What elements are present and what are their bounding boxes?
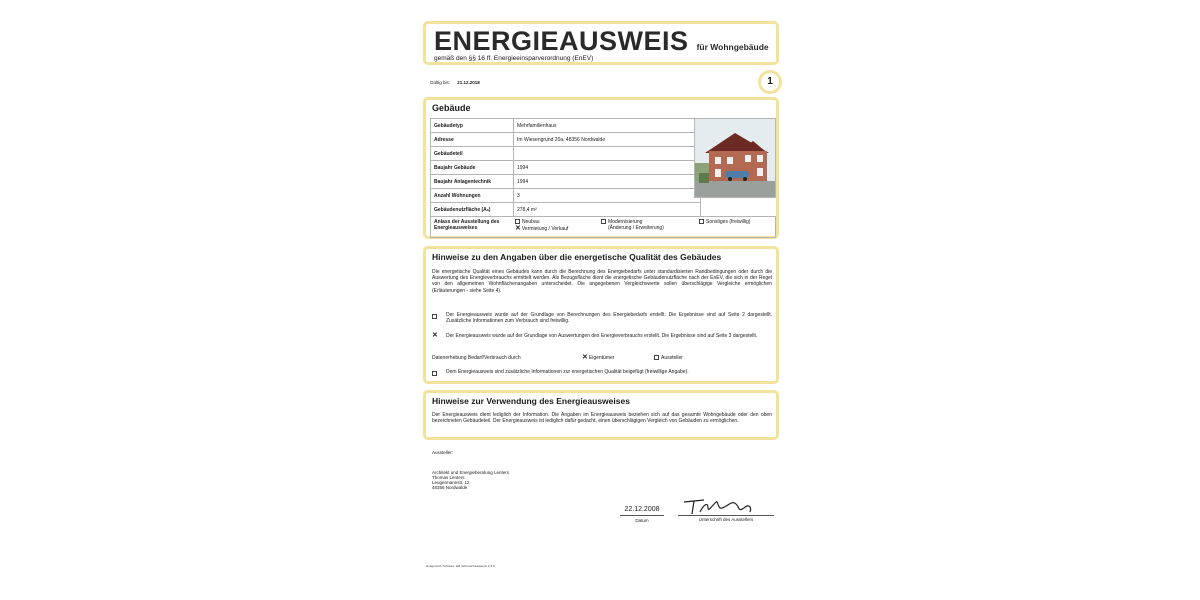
row-label: Gebäudeteil (431, 147, 514, 161)
row-label: Adresse (431, 133, 514, 147)
gebaeude-title: Gebäude (432, 103, 471, 113)
option-label: Vermietung / Verkauf (521, 226, 569, 232)
gebaeude-section (423, 97, 779, 239)
row-label: Gebäudetyp (431, 119, 514, 133)
checkbox-empty-icon[interactable] (699, 219, 704, 224)
checkbox-empty-icon[interactable] (432, 371, 437, 376)
option-label: Eigentümer (588, 355, 615, 361)
signature-line (678, 515, 774, 516)
option-aussteller[interactable] (654, 355, 683, 361)
table-row (431, 133, 701, 147)
row-value: Im Wiesengrund 20a, 48356 Nordwalde (514, 133, 701, 147)
option-modernisierung[interactable] (601, 219, 664, 231)
row-label: Baujahr Anlagentechnik (431, 175, 514, 189)
checkbox-empty-icon[interactable] (432, 314, 437, 319)
hinweise-angaben-title: Hinweise zu den Angaben über die energetische Qualität des Gebäudes (432, 252, 722, 262)
software-footer: Hottgenroth Software, ER Verbrauchsausweis 2.3.5 (426, 564, 495, 568)
building-photo (694, 118, 776, 198)
table-row (431, 175, 701, 189)
row-label: Gebäudenutzfläche (Aₙ) (431, 203, 514, 217)
address-line: Architekt und Energieberatung Lenters (432, 470, 510, 475)
row-value: 1994 (514, 161, 701, 175)
aussteller-address (432, 470, 509, 490)
option-bedarf-text: Der Energieausweis wurde auf der Grundlage von Berechnungen des Energiebedarfs erstellt. Die Ergebnisse sind auf Seite 2 dargestellt. Zusätzliche Informationen zum Verbrauch sind freiwillig. (446, 312, 772, 325)
checkbox-checked-icon[interactable]: ✕ (582, 354, 588, 362)
table-row (431, 119, 701, 133)
header-box (423, 21, 779, 65)
row-value: Mehrfamilienhaus (514, 119, 701, 133)
signature-date: 22.12.2008 (624, 506, 660, 513)
checkbox-empty-icon[interactable] (515, 219, 520, 224)
hinweise-verwendung-section (423, 390, 779, 440)
title-main: ENERGIEAUSWEIS (434, 26, 689, 56)
row-label: Anzahl Wohnungen (431, 189, 514, 203)
anlass-row (430, 216, 776, 238)
checkbox-checked-icon[interactable]: ✕ (515, 225, 521, 233)
house-image (695, 119, 775, 197)
option-sonstiges[interactable] (699, 219, 750, 225)
option-vermietung[interactable] (515, 226, 568, 232)
address-line: 48356 Nordwalde (432, 485, 468, 490)
hinweise-verwendung-text: Der Energieausweis dient lediglich der Information. Die Angaben im Energieausweis beziehen sich auf das gesamte Wohngebäude oder den oben bezeichneten Gebäudeteil. Der Energieausweis ist lediglich dafür gedacht, einen überschlägigen Vergleich von Gebäuden zu ermöglichen. (432, 412, 772, 425)
table-row (431, 203, 701, 217)
title-sub: für Wohngebäude (696, 42, 769, 52)
certificate-page (420, 18, 782, 578)
hinweise-angaben-section (423, 246, 779, 384)
checkbox-empty-icon[interactable] (654, 355, 659, 360)
table-row (431, 161, 701, 175)
date-label: Datum (635, 518, 649, 523)
option-sublabel: (Änderung / Erweiterung) (608, 225, 664, 231)
option-label: Sonstiges (freiwillig) (706, 219, 751, 225)
row-value: 278,4 m² (514, 203, 701, 217)
table-row (431, 147, 701, 161)
hinweise-intro: Die energetische Qualität eines Gebäudes kann durch die Berechnung des Energiebedarfs unter standardisierten Randbedingungen oder durch die Auswertung des Energieverbrauchs ermittelt werden. Als Bezugsfläche dient die energetische Gebäudenutzfläche nach der EnEV, die sich in der Regel von den allgemeinen Wohnflächenangaben unterscheidet. Die angegebenen Vergleichswerte sollen überschlägige Vergleiche ermöglichen (Erläuterungen - siehe Seite 4). (432, 269, 772, 294)
anlass-label: Anlass der Ausstellung des Energieausweises (434, 219, 500, 231)
row-value: 1994 (514, 175, 701, 189)
row-label: Baujahr Gebäude (431, 161, 514, 175)
option-zusatz-text: Dem Energieausweis sind zusätzliche Informationen zur energetischen Qualität beigefügt (freiwillige Angabe). (446, 369, 689, 375)
checkbox-checked-icon[interactable]: ✕ (432, 332, 438, 339)
hinweise-verwendung-title: Hinweise zur Verwendung des Energieausweises (432, 396, 630, 406)
option-neubau[interactable] (515, 219, 540, 225)
aussteller-label: Aussteller: (432, 450, 454, 455)
valid-until (430, 80, 480, 85)
datenerhebung-row (432, 355, 772, 361)
option-label: Aussteller (661, 355, 683, 361)
option-label: Neubau (522, 219, 540, 225)
page-number-badge: 1 (758, 70, 782, 94)
address-line: Leugermannstr. 12 (432, 480, 470, 485)
signature-label: Unterschrift des Ausstellers (698, 517, 754, 522)
document-subtitle: gemäß den §§ 16 ff. Energieeinsparverordnung (EnEV) (434, 55, 594, 62)
option-eigentuemer[interactable] (582, 355, 614, 361)
table-row (431, 189, 701, 203)
row-value: 3 (514, 189, 701, 203)
datenerhebung-label: Datenerhebung Bedarf/Verbrauch durch (432, 355, 521, 361)
valid-label: Gültig bis: (430, 80, 451, 85)
checkbox-empty-icon[interactable] (601, 219, 606, 224)
option-label: Modernisierung (608, 219, 643, 225)
date-line (620, 515, 664, 516)
gebaeude-table (430, 118, 701, 217)
valid-value: 21.12.2018 (457, 80, 480, 85)
handwritten-signature (678, 496, 774, 516)
row-value (514, 147, 701, 161)
option-verbrauch-text: Der Energieausweis wurde auf der Grundlage von Auswertungen des Energieverbrauchs erstellt. Die Ergebnisse sind auf Seite 3 dargestellt. (446, 333, 758, 339)
address-line: Thomas Lenters (432, 475, 465, 480)
